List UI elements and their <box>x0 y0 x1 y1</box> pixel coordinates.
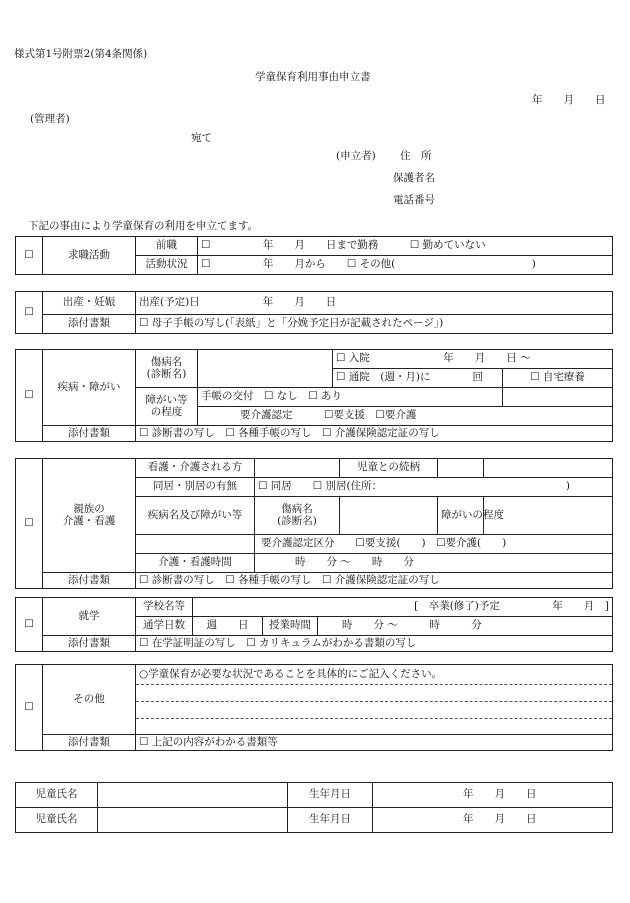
activity-status-label: 活動状況 <box>136 256 198 275</box>
care-diagnosis-label: 傷病名 (診断名) <box>255 497 340 535</box>
disease-name-field[interactable] <box>198 350 333 388</box>
birth-attach-label: 添付書類 <box>43 315 136 334</box>
school-section <box>15 597 613 652</box>
birth-checkbox[interactable]: ☐ <box>16 292 43 334</box>
applicant-label: (申立者) <box>336 150 376 162</box>
birth-section <box>15 291 613 334</box>
care-time-field[interactable]: 時 分 ～ 時 分 <box>255 554 613 573</box>
care-person-label: 看護・介護される方 <box>136 459 255 478</box>
child-birth-label: 生年月日 <box>288 808 373 833</box>
birth-label: 出産・妊娠 <box>43 292 136 315</box>
school-attach-label: 添付書類 <box>43 636 136 652</box>
form-number: 様式第1号附票2(第4条関係) <box>14 48 148 60</box>
child-birth-field[interactable]: 年 月 日 <box>373 808 613 833</box>
care-diagnosis-field[interactable] <box>340 497 438 535</box>
disability-degree-label: 障がい等 の程度 <box>136 388 198 426</box>
child-birth-label: 生年月日 <box>288 783 373 808</box>
child-name-field[interactable] <box>98 783 288 808</box>
care-blank <box>484 459 613 478</box>
other-line-3[interactable] <box>136 719 613 735</box>
school-label: 就学 <box>43 598 136 636</box>
handbook-blank <box>503 388 613 407</box>
disease-name-label: 傷病名 (診断名) <box>136 350 198 388</box>
child-name-field[interactable] <box>98 808 288 833</box>
care-label: 親族の 介護・看護 <box>43 459 136 573</box>
other-instruction: ○学童保育が必要な状況であることを具体的にご記入ください。 <box>136 665 613 685</box>
home-care-field[interactable]: ☐ 自宅療養 <box>503 369 613 388</box>
school-checkbox[interactable]: ☐ <box>16 598 43 652</box>
children-table <box>15 782 613 833</box>
other-label: その他 <box>43 665 136 735</box>
school-attach-field[interactable]: ☐ 在学証明証の写し ☐ カリキュラムがわかる書類の写し <box>136 636 613 652</box>
illness-attach-field[interactable]: ☐ 診断書の写し ☐ 各種手帳の写し ☐ 介護保険認定証の写し <box>136 426 613 442</box>
care-checkbox[interactable]: ☐ <box>16 459 43 589</box>
illness-section <box>15 349 613 442</box>
birth-attach-field[interactable]: ☐ 母子手帳の写し(「表紙」と「分娩予定日が記載されたページ」) <box>136 315 613 334</box>
care-time-label: 介護・看護時間 <box>136 554 255 573</box>
care-person-field[interactable] <box>255 459 340 478</box>
job-section <box>15 236 613 275</box>
child-row <box>16 783 613 808</box>
cohabit-label: 同居・別居の有無 <box>136 478 255 497</box>
inpatient-field[interactable]: ☐ 入院 年 月 日 ～ <box>333 350 613 369</box>
illness-label: 疾病・障がい <box>43 350 136 426</box>
child-name-label: 児童氏名 <box>16 808 98 833</box>
handbook-field[interactable]: 手帳の交付 ☐ なし ☐ あり <box>198 388 503 407</box>
class-hours-label: 授業時間 <box>263 617 318 636</box>
outpatient-field[interactable]: ☐ 通院 (週・月)に 回 <box>333 369 503 388</box>
child-name-label: 児童氏名 <box>16 783 98 808</box>
document-title: 学童保育利用事由申立書 <box>255 71 371 83</box>
care-attach-label: 添付書類 <box>43 573 136 589</box>
job-label: 求職活動 <box>43 237 136 275</box>
guardian-name-label: 保護者名 <box>393 172 435 184</box>
care-certification-field[interactable]: 要介護認定 ☐要支援 ☐要介護 <box>198 407 613 426</box>
care-disease-label: 疾病名及び障がい等 <box>136 497 255 535</box>
manager-label: (管理者) <box>30 113 70 125</box>
other-attach-label: 添付書類 <box>43 735 136 751</box>
relation-field[interactable] <box>438 459 484 478</box>
activity-status-field[interactable]: ☐ 年 月から ☐ その他( ) <box>198 256 613 275</box>
care-section <box>15 458 613 589</box>
intro-text: 下記の事由により学童保育の利用を申立てます。 <box>28 220 259 232</box>
relation-label: 児童との続柄 <box>340 459 438 478</box>
cohabit-field[interactable]: ☐ 同居 ☐ 別居(住所： ) <box>255 478 613 497</box>
due-date-field[interactable]: 出産(予定)日 年 月 日 <box>136 292 613 315</box>
care-level-field[interactable]: 要介護認定区分 ☐要支援( ) ☐要介護( ) <box>255 535 613 554</box>
illness-checkbox[interactable]: ☐ <box>16 350 43 442</box>
school-days-field[interactable]: 週 日 <box>193 617 263 636</box>
prev-job-label: 前職 <box>136 237 198 256</box>
other-line-1[interactable] <box>136 685 613 702</box>
prev-job-field[interactable]: ☐ 年 月 日まで勤務 ☐ 勤めていない <box>198 237 613 256</box>
illness-attach-label: 添付書類 <box>43 426 136 442</box>
other-line-2[interactable] <box>136 702 613 719</box>
school-name-field[interactable]: [ 卒業(修了)予定 年 月 ] <box>193 598 613 617</box>
address-label: 住 所 <box>400 150 432 162</box>
degree-label: 障がいの程度 <box>438 497 484 535</box>
care-attach-field[interactable]: ☐ 診断書の写し ☐ 各種手帳の写し ☐ 介護保険認定証の写し <box>136 573 613 589</box>
other-section <box>15 664 613 751</box>
school-days-label: 通学日数 <box>136 617 193 636</box>
child-birth-field[interactable]: 年 月 日 <box>373 783 613 808</box>
date-field: 年 月 日 <box>532 94 606 106</box>
other-attach-field[interactable]: ☐ 上記の内容がわかる書類等 <box>136 735 613 751</box>
phone-label: 電話番号 <box>393 194 435 206</box>
school-name-label: 学校名等 <box>136 598 193 617</box>
job-checkbox[interactable]: ☐ <box>16 237 43 275</box>
class-hours-field[interactable]: 時 分 ～ 時 分 <box>318 617 613 636</box>
other-checkbox[interactable]: ☐ <box>16 665 43 751</box>
child-row <box>16 808 613 833</box>
addressee-label: 宛て <box>191 132 212 144</box>
